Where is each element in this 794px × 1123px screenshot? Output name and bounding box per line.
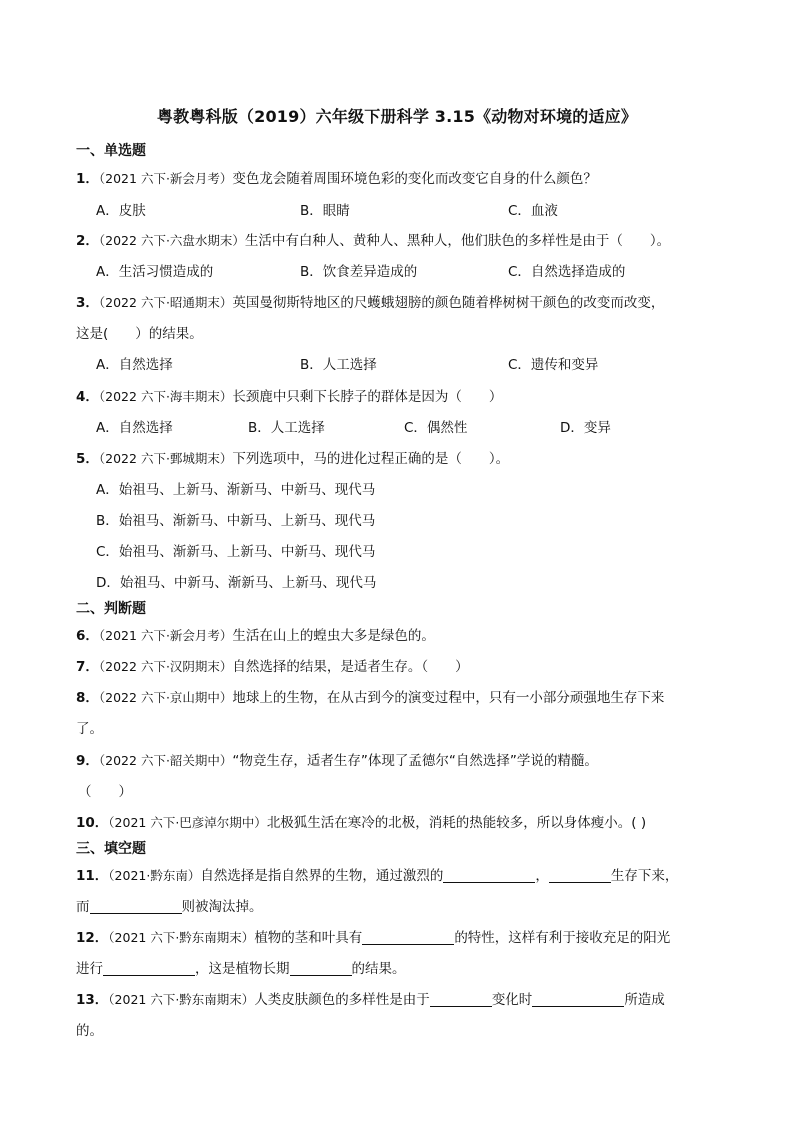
question-13 [76, 988, 665, 1008]
question-text: 自然选择是指自然界的生物，通过激烈的 [200, 868, 444, 884]
question-source: （2022 六下·昭通期末） [98, 295, 233, 310]
answer-blank[interactable] [90, 899, 182, 914]
q5-option-d[interactable]: D．始祖马、中新马、渐新马、上新马、现代马 [96, 575, 377, 591]
question-text: 变化时 [491, 992, 533, 1008]
q2-option-c[interactable]: C．自然选择造成的 [508, 264, 626, 280]
q1-option-c[interactable]: C．血液 [508, 203, 558, 219]
answer-blank[interactable] [362, 930, 454, 945]
q3-option-c[interactable]: C．遗传和变异 [508, 357, 599, 373]
question-text: 变色龙会随着周围环境色彩的变化而改变它自身的什么颜色？ [232, 171, 597, 187]
question-text: ，这是植物长期 [195, 961, 290, 977]
question-number: 7． [76, 659, 99, 675]
page-title: 粤教粤科版（2019）六年级下册科学 3.15《动物对环境的适应》 [156, 107, 638, 126]
question-6 [76, 624, 435, 644]
question-text: “物竞生存，适者生存”体现了孟德尔“自然选择”学说的精髓。 [232, 753, 598, 769]
question-text: 长颈鹿中只剩下长脖子的群体是因为（ ） [232, 389, 503, 405]
question-text: 的特性，这样有利于接收充足的阳光 [454, 930, 671, 946]
question-source: （2022 六下·韶关期中） [98, 753, 233, 768]
q3-option-a[interactable]: A．自然选择 [96, 357, 173, 373]
question-source: （2021 六下·新会月考） [98, 628, 233, 643]
question-2 [76, 229, 670, 249]
question-9-answer-bracket[interactable]: （ ） [78, 784, 132, 800]
q3-option-b[interactable]: B．人工选择 [300, 357, 377, 373]
question-text: 英国曼彻斯特地区的尺蠖蛾翅膀的颜色随着桦树树干颜色的改变而改变， [232, 295, 665, 311]
section-heading-fill-blank: 三、填空题 [76, 841, 146, 857]
question-text: 植物的茎和叶具有 [254, 930, 363, 946]
question-text: 生存下来， [610, 868, 679, 884]
answer-blank[interactable] [549, 868, 611, 883]
question-text: 所造成 [624, 992, 665, 1008]
question-number: 11． [76, 868, 109, 884]
question-source: （2022 六下·鄄城期末） [98, 451, 233, 466]
question-source: （2021 六下·巴彦淖尔期中） [108, 815, 267, 830]
question-number: 4． [76, 389, 99, 405]
question-source: （2021 六下·新会月考） [98, 171, 233, 186]
answer-blank[interactable] [103, 961, 195, 976]
q4-option-a[interactable]: A．自然选择 [96, 420, 173, 436]
question-text: 下列选项中，马的进化过程正确的是（ ）。 [232, 451, 510, 467]
question-11-continued [76, 895, 263, 915]
question-text: 北极狐生活在寒冷的北极，消耗的热能较多，所以身体瘦小。( ) [266, 815, 647, 831]
question-text: 生活中有白种人、黄种人、黑种人，他们肤色的多样性是由于（ ）。 [244, 233, 671, 249]
q5-option-a[interactable]: A．始祖马、上新马、渐新马、中新马、现代马 [96, 482, 376, 498]
q4-option-d[interactable]: D．变异 [560, 420, 611, 436]
section-heading-single-choice: 一、单选题 [76, 143, 146, 159]
question-text: 自然选择的结果，是适者生存。（ ） [232, 659, 469, 675]
answer-blank[interactable] [430, 992, 492, 1007]
question-source: （2022 六下·汉阴期末） [98, 659, 233, 674]
question-number: 8． [76, 690, 99, 706]
question-4 [76, 385, 502, 405]
question-number: 1． [76, 171, 99, 187]
question-11 [76, 864, 678, 884]
question-number: 3． [76, 295, 99, 311]
question-text: 地球上的生物，在从古到今的演变过程中，只有一小部分顽强地生存下来 [232, 690, 665, 706]
question-text: 而 [76, 899, 90, 915]
question-12 [76, 926, 670, 946]
answer-blank[interactable] [443, 868, 535, 883]
question-number: 2． [76, 233, 99, 249]
question-text: 的结果。 [351, 961, 406, 977]
question-source: （2022 六下·京山期中） [98, 690, 233, 705]
q1-option-b[interactable]: B．眼睛 [300, 203, 350, 219]
answer-blank[interactable] [290, 961, 352, 976]
question-number: 12． [76, 930, 109, 946]
question-5 [76, 447, 509, 467]
question-source: （2021 六下·黔东南期末） [108, 992, 255, 1007]
question-1 [76, 167, 597, 187]
question-number: 9． [76, 753, 99, 769]
q5-option-c[interactable]: C．始祖马、渐新马、上新马、中新马、现代马 [96, 544, 376, 560]
question-13-continued: 的。 [76, 1023, 103, 1039]
q2-option-b[interactable]: B．饮食差异造成的 [300, 264, 418, 280]
question-3-continued: 这是( ）的结果。 [76, 326, 203, 342]
question-9 [76, 749, 598, 769]
q4-option-b[interactable]: B．人工选择 [248, 420, 325, 436]
question-number: 13． [76, 992, 109, 1008]
question-3 [76, 291, 664, 311]
question-source: （2021 六下·黔东南期末） [108, 930, 255, 945]
question-source: （2022 六下·海丰期末） [98, 389, 233, 404]
question-source: （2022 六下·六盘水期末） [98, 233, 245, 248]
question-number: 5． [76, 451, 99, 467]
q2-option-a[interactable]: A．生活习惯造成的 [96, 264, 214, 280]
question-text: ， [535, 868, 549, 884]
question-source: （2021·黔东南） [108, 868, 201, 883]
question-text: 生活在山上的蝗虫大多是绿色的。 [232, 628, 435, 644]
question-text: 则被淘汰掉。 [181, 899, 263, 915]
question-number: 10． [76, 815, 109, 831]
q1-option-a[interactable]: A．皮肤 [96, 203, 146, 219]
question-7 [76, 655, 469, 675]
question-8-continued: 了。 [76, 721, 103, 737]
question-12-continued [76, 957, 406, 977]
question-text: 进行 [76, 961, 103, 977]
question-text: 人类皮肤颜色的多样性是由于 [254, 992, 430, 1008]
question-10 [76, 811, 646, 831]
question-8 [76, 686, 664, 706]
q4-option-c[interactable]: C．偶然性 [404, 420, 468, 436]
answer-blank[interactable] [532, 992, 624, 1007]
question-number: 6． [76, 628, 99, 644]
q5-option-b[interactable]: B．始祖马、渐新马、中新马、上新马、现代马 [96, 513, 376, 529]
section-heading-true-false: 二、判断题 [76, 601, 146, 617]
